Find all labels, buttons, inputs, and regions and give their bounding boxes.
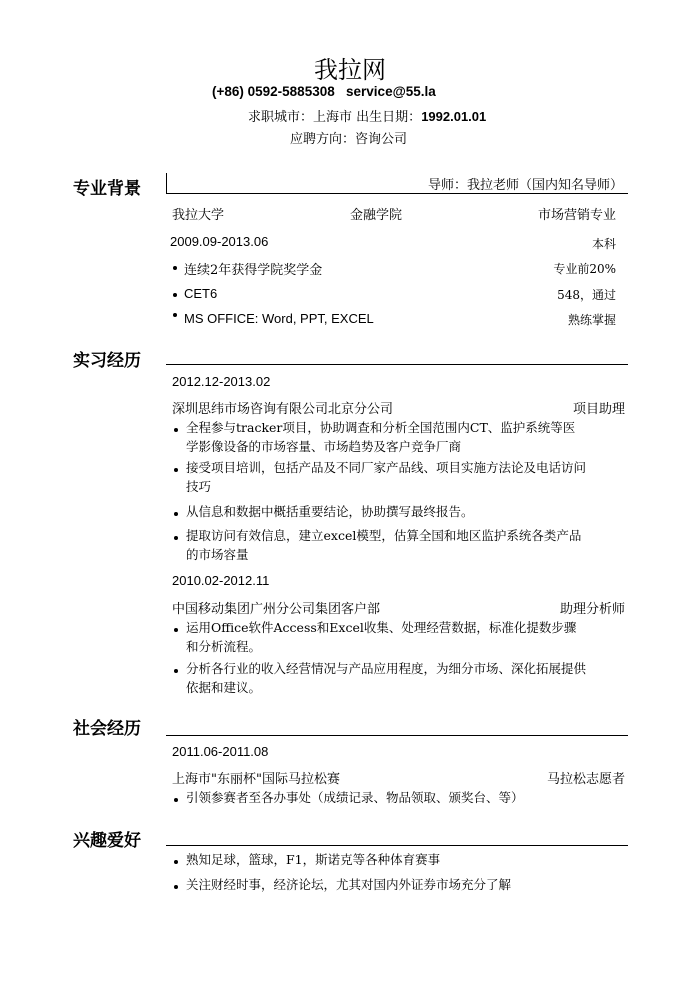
contact-line <box>212 84 436 99</box>
bullet-dot <box>173 313 177 317</box>
bullet-dot <box>174 536 178 540</box>
city-label: 求职城市： <box>248 110 314 125</box>
job-bullet-text: 从信息和数据中概括重要结论，协助撰写最终报告。 <box>186 504 474 519</box>
job-role: 项目助理 <box>572 402 625 417</box>
social-bullet-text: 引领参赛者至各办事处（成绩记录、物品领取、颁奖台、等） <box>186 790 524 805</box>
section-divider <box>166 364 628 365</box>
email-address: service@55.la <box>346 84 436 99</box>
city-birth-line <box>248 106 486 125</box>
section-divider <box>166 193 628 194</box>
education-item-text: 连续2年获得学院奖学金 <box>184 263 323 278</box>
city-value: 上海市 <box>313 110 353 125</box>
section-divider <box>166 845 628 846</box>
education-item-text: CET6 <box>184 286 218 301</box>
bullet-dot <box>174 860 178 864</box>
bullet-dot <box>174 468 178 472</box>
direction-line <box>290 128 407 147</box>
bullet-dot <box>174 512 178 516</box>
job-bullet-text: 提取访问有效信息，建立excel模型，估算全国和地区监护系统各类产品的市场容量 <box>186 528 582 562</box>
job-role: 助理分析师 <box>559 602 625 617</box>
bullet-dot <box>174 798 178 802</box>
divider-vertical <box>166 173 167 193</box>
education-item-note: 548，通过 <box>557 288 616 302</box>
job-company: 中国移动集团广州分公司集团客户部 <box>172 602 381 617</box>
job-bullet-text: 接受项目培训，包括产品及不同厂家产品线、项目实施方法论及电话访问技巧 <box>186 460 587 494</box>
education-period: 2009.09-2013.06 <box>170 234 269 249</box>
education-item-note: 熟练掌握 <box>567 313 616 327</box>
job-company: 深圳思纬市场咨询有限公司北京分公司 <box>172 402 394 417</box>
education-item-text: MS OFFICE: Word, PPT, EXCEL <box>184 311 374 326</box>
section-title-hobbies: 兴趣爱好 <box>73 831 141 851</box>
social-event: 上海市"东丽杯"国际马拉松赛 <box>172 772 340 787</box>
college-name: 金融学院 <box>350 208 403 223</box>
phone-number: (+86) 0592-5885308 <box>212 84 335 99</box>
major-name: 市场营销专业 <box>537 208 616 223</box>
social-role: 马拉松志愿者 <box>546 772 625 787</box>
job-bullet-text: 分析各行业的收入经营情况与产品应用程度，为细分市场、深化拓展提供依据和建议。 <box>186 661 587 695</box>
bullet-dot <box>173 293 177 297</box>
section-title-education: 专业背景 <box>73 179 141 199</box>
hobby-text: 关注财经时事，经济论坛，尤其对国内外证券市场充分了解 <box>186 877 512 892</box>
bullet-dot <box>174 669 178 673</box>
bullet-dot <box>174 885 178 889</box>
bullet-dot <box>174 628 178 632</box>
advisor-text: 导师：我拉老师（国内知名导师） <box>428 178 624 193</box>
job-period: 2012.12-2013.02 <box>172 374 271 389</box>
direction-value: 咨询公司 <box>355 132 408 147</box>
job-period: 2010.02-2012.11 <box>172 573 270 588</box>
social-period: 2011.06-2011.08 <box>172 744 269 759</box>
education-item-note: 专业前20% <box>553 262 616 276</box>
direction-label: 应聘方向： <box>290 132 356 147</box>
section-title-internship: 实习经历 <box>73 351 141 371</box>
school-name: 我拉大学 <box>172 208 225 223</box>
birth-label: 出生日期： <box>356 110 422 125</box>
section-divider <box>166 735 628 736</box>
bullet-dot <box>174 428 178 432</box>
hobby-text: 熟知足球，篮球，F1，斯诺克等各种体育赛事 <box>186 852 441 867</box>
resume-name: 我拉网 <box>314 56 386 84</box>
job-bullet-text: 全程参与tracker项目，协助调查和分析全国范围内CT、监护系统等医学影像设备的市场容量、市场趋势及客户竞争厂商 <box>186 420 576 454</box>
birth-value: 1992.01.01 <box>421 109 487 124</box>
bullet-dot <box>173 266 177 270</box>
job-bullet-text: 运用Office软件Access和Excel收集、处理经营数据，标准化提数步骤和分析流程。 <box>186 620 577 654</box>
section-title-social: 社会经历 <box>73 719 141 739</box>
degree: 本科 <box>591 237 616 251</box>
